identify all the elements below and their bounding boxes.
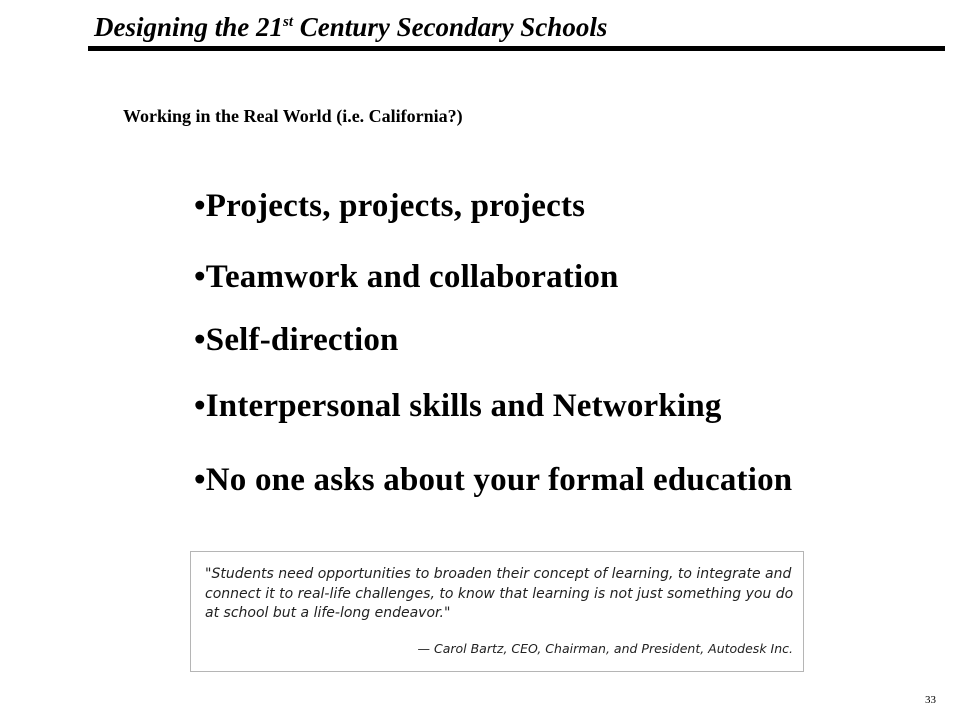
bullet-dot-icon: •: [194, 462, 206, 498]
slide-subtitle: Working in the Real World (i.e. California?): [123, 106, 463, 126]
page-number: 33: [925, 694, 936, 706]
bullet-item: [194, 386, 722, 426]
slide-title-superscript: st: [283, 14, 294, 30]
bullet-dot-icon: •: [194, 388, 206, 424]
title-underline-rule: [88, 46, 945, 51]
bullet-text: No one asks about your formal education: [205, 462, 793, 498]
bullet-item: [194, 460, 792, 500]
bullet-item: [194, 320, 399, 360]
slide-title-main: Designing the 21: [94, 12, 284, 42]
bullet-dot-icon: •: [194, 322, 206, 358]
quote-text: "Students need opportunities to broaden their concept of learning, to integrate and connect it to real-life challenges, to know that learning is not just something you do at school but a life-long endeavor.": [205, 566, 794, 621]
bullet-text: Projects, projects, projects: [205, 188, 586, 224]
bullet-text: Interpersonal skills and Networking: [205, 388, 722, 424]
slide-title-rest: Century Secondary Schools: [293, 12, 608, 42]
quote-attribution: — Carol Bartz, CEO, Chairman, and President, Autodesk Inc.: [417, 641, 793, 656]
quote-box: [190, 551, 804, 672]
bullet-dot-icon: •: [194, 259, 206, 295]
bullet-dot-icon: •: [194, 188, 206, 224]
slide-title: [94, 8, 607, 46]
bullet-item: [194, 186, 585, 226]
bullet-text: Teamwork and collaboration: [205, 259, 619, 295]
bullet-item: [194, 257, 619, 297]
bullet-text: Self-direction: [205, 322, 399, 358]
